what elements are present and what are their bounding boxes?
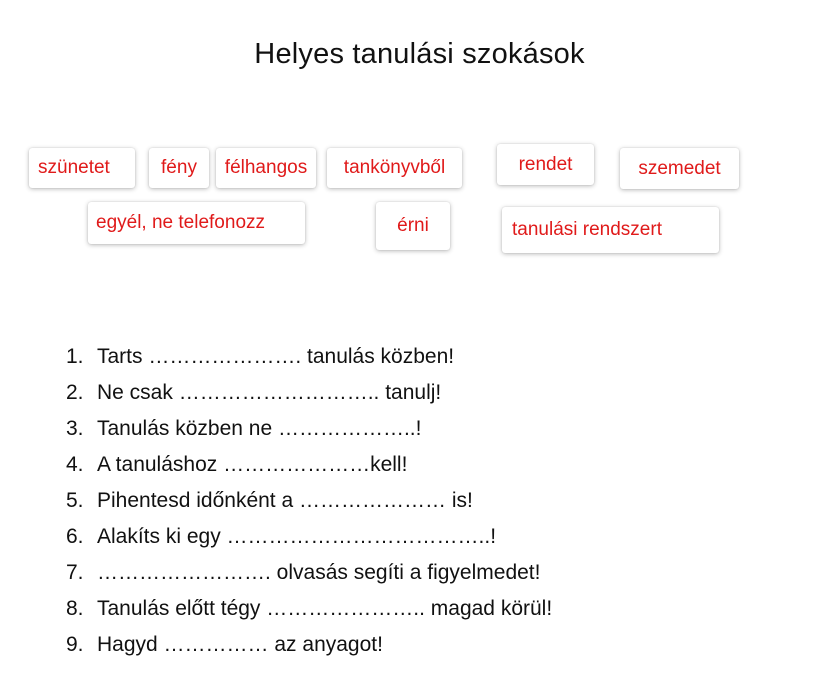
sentence-item <box>66 339 552 375</box>
sentence-item <box>66 375 552 411</box>
sentence-number: 7. <box>66 561 84 584</box>
sentence-number: 5. <box>66 489 84 512</box>
word-chip-szemedet[interactable]: szemedet <box>620 148 739 189</box>
sentence-item <box>66 411 552 447</box>
sentence-text: Pihentesd időnként a ………………… is! <box>97 489 473 512</box>
word-chip-tanulasi-rendszert[interactable]: tanulási rendszert <box>502 207 719 253</box>
sentence-text: ……………………. olvasás segíti a figyelmedet! <box>97 561 541 584</box>
sentence-text: Tanulás előtt tégy ………………….. magad körül! <box>97 597 553 620</box>
sentence-text: A tanuláshoz …………………kell! <box>97 453 408 476</box>
sentence-list <box>66 339 552 663</box>
word-chip-egyel-ne-telefonozz[interactable]: egyél, ne telefonozz <box>88 202 305 244</box>
page-title: Helyes tanulási szokások <box>254 38 585 70</box>
word-chip-szunetet[interactable]: szünetet <box>29 148 135 188</box>
word-chip-felhangos[interactable]: félhangos <box>216 148 316 188</box>
sentence-number: 1. <box>66 345 84 368</box>
sentence-text: Tarts …………………. tanulás közben! <box>97 345 455 368</box>
sentence-number: 2. <box>66 381 84 404</box>
word-chip-tankonyvbol[interactable]: tankönyvből <box>327 148 462 188</box>
word-chip-erni[interactable]: érni <box>376 202 450 250</box>
sentence-item <box>66 591 552 627</box>
sentence-item <box>66 483 552 519</box>
sentence-item <box>66 555 552 591</box>
sentence-text: Ne csak ……………………….. tanulj! <box>97 381 442 404</box>
sentence-number: 6. <box>66 525 84 548</box>
sentence-item <box>66 447 552 483</box>
sentence-text: Tanulás közben ne ………………..! <box>97 417 422 440</box>
sentence-number: 3. <box>66 417 84 440</box>
sentence-number: 8. <box>66 597 84 620</box>
word-chip-rendet[interactable]: rendet <box>497 144 594 185</box>
sentence-text: Hagyd …………… az anyagot! <box>97 633 383 656</box>
word-chip-feny[interactable]: fény <box>149 148 209 188</box>
sentence-text: Alakíts ki egy ………………………………..! <box>97 525 497 548</box>
sentence-item <box>66 519 552 555</box>
sentence-number: 9. <box>66 633 84 656</box>
sentence-item <box>66 627 552 663</box>
sentence-number: 4. <box>66 453 84 476</box>
